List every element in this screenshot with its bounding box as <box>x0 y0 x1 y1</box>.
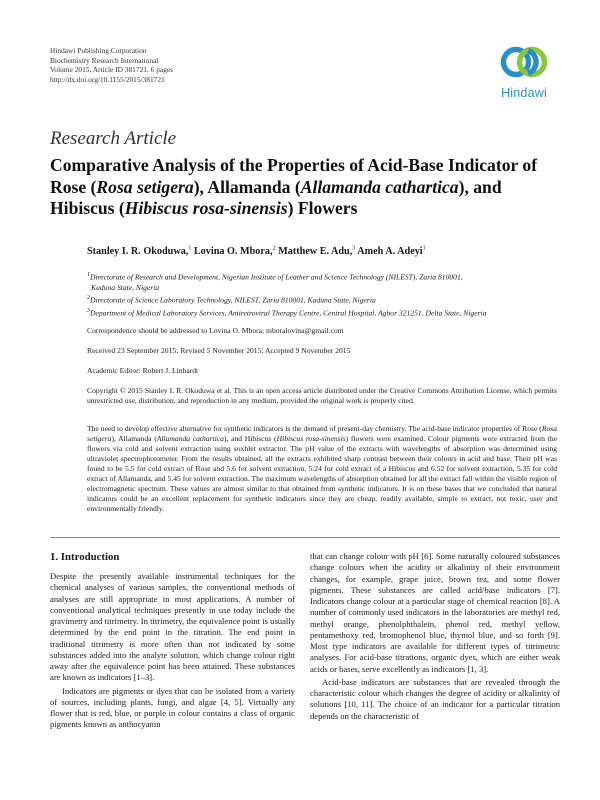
publisher-name: Hindawi Publishing Corporation <box>50 46 147 55</box>
doi-link[interactable]: http://dx.doi.org/10.1155/2015/381721 <box>50 74 165 84</box>
article-type: Research Article <box>50 128 177 149</box>
paragraph: that can change colour with pH [6]. Some naturally coloured substances change colours when the acidity or alkalinity of their environment changes, for example, grape juice, brown tea, and some flower pigments. These substances are called acid/base indicators [7]. Indicators change colour at a particular stage of chemical reaction [8]. A number of commonly used indicators in the laboratories are methyl red, methyl orange, phenolphthalein, phenol red, methyl yellow, pentamethoxy red, bromophenol blue, thymol blue, and so forth [9]. Most type indicators are available for different types of titrimetric analyses. For acid-base titrations, organic dyes, which are either weak acids or bases, serve excellently as indicators [1, 3]. <box>310 551 560 674</box>
journal-name: Biochemistry Research International <box>50 55 159 65</box>
affiliation-1: $^1$Directorate of Research and Development, Nigerian Institute of Leather and Science Technology (NILEST), Zaria 810001, Kaduna State, Nigeria <box>87 272 463 292</box>
correspondence: Correspondence should be addressed to Lovina O. Mbora; mboralovina@gmail.com <box>87 326 344 335</box>
academic-editor: Academic Editor: Robert J. Linhardt <box>87 366 199 375</box>
journal-header <box>50 46 173 84</box>
title-line-1: Comparative Analysis of the Properties of Acid-Base Indicator of <box>50 155 538 175</box>
body-column-right <box>310 551 560 722</box>
section-divider <box>50 537 560 538</box>
title-line-3: Hibiscus (Hibiscus rosa-sinensis) Flowers <box>50 198 358 218</box>
author[interactable]: Lovina O. Mbora,$^2$ <box>193 246 276 258</box>
paragraph: Acid-base indicators are substances that are revealed through the characteristic colour which changes the degree of acidity or alkalinity of solutions [10, 11]. The choice of an indicator for a particular titration depends on the characteristic of <box>310 676 560 721</box>
author-list <box>87 246 426 257</box>
affiliation-2: $^2$Directorate of Science Laboratory Technology, NILEST, Zaria 810001, Kaduna State, Nigeria <box>87 295 376 305</box>
body-column-left <box>50 571 295 731</box>
paragraph: Indicators are pigments or dyes that can be isolated from a variety of sources, including plants, fungi, and algae [4, 5]. Virtually any flower that is red, blue, or purple in colour contains a class of organic pigments known as anthocyanin <box>50 685 295 730</box>
author[interactable]: Ameh A. Adeyi$^1$ <box>357 246 426 258</box>
hindawi-logo <box>494 42 554 104</box>
author[interactable]: Matthew E. Adu,$^3$ <box>278 246 356 258</box>
abstract: The need to develop effective alternative for synthetic indicators is the demand of present-day chemistry. The acid-base indicator properties of Rose (Rosa setigera), Allamanda (Allamanda cathartica), and Hibiscus (Hibiscus rosa-sinensis) flowers were examined. Colour pigments were extracted from the flowers via cold and solvent extraction using soxhlet extractor. The pH value of the extracts with wavelengths of absorption was determined using ultraviolet spectrophotometer. From the results obtained, all the extracts exhibited sharp contrast between their colours in acid and base. Their pH was found to be 5.5 for cold extract of Rose and 5.6 for solvent extraction, 5.24 for cold extract of a Hibiscus and 6.52 for solvent extraction, 5.35 for cold extract of Allamanda, and 5.45 for solvent extraction. The maximum wavelengths of absorption obtained for all the extract fall within the visible region of electromagnetic spectrum. These values are almost similar to that obtained from synthetic indicators. It is on these bases that we concluded that natural indicators could be an excellent replacement for synthetic indicators since they are cheap, readily available, simple to extract, not toxic, user and environmentally friendly. <box>87 424 557 514</box>
article-title <box>50 155 570 220</box>
section-heading-introduction: 1. Introduction <box>50 551 120 563</box>
title-line-2: Rose (Rosa setigera), Allamanda (Allamanda cathartica), and <box>50 176 502 197</box>
affiliation-3: $^3$Department of Medical Laboratory Services, Antiretroviral Therapy Centre, Central Hospital, Agbor 321251, Delta State, Nigeria <box>87 308 487 318</box>
copyright-notice: Copyright © 2015 Stanley I. R. Okoduwa et al. This is an open access article distributed under the Creative Commons Attribution License, which permits unrestricted use, distribution, and reproduction in any medium, provided the original work is properly cited. <box>87 386 557 405</box>
article-dates: Received 23 September 2015; Revised 5 November 2015; Accepted 9 November 2015 <box>87 346 351 355</box>
hindawi-wordmark: Hindawi <box>501 86 547 100</box>
paragraph: Despite the presently available instrumental techniques for the chemical analyses of various samples, the conventional methods of analyses are still appropriate in most applications. A number of conventional analytical techniques presently in use today include the gravimetry and titrimetry. In titrimetry, the equivalence point is usually determined by the end point in the titration. The end point in traditional titrimetry is more often than not indicated by some substances added into the analyte solution, which change colour right away after the equivalence point has been attained. These substances are known as indicators [1–3]. <box>50 571 295 683</box>
volume-info: Volume 2015, Article ID 381721, 6 pages <box>50 65 174 75</box>
hindawi-rings-icon <box>494 42 554 86</box>
author[interactable]: Stanley I. R. Okoduwa,$^1$ <box>87 246 192 258</box>
